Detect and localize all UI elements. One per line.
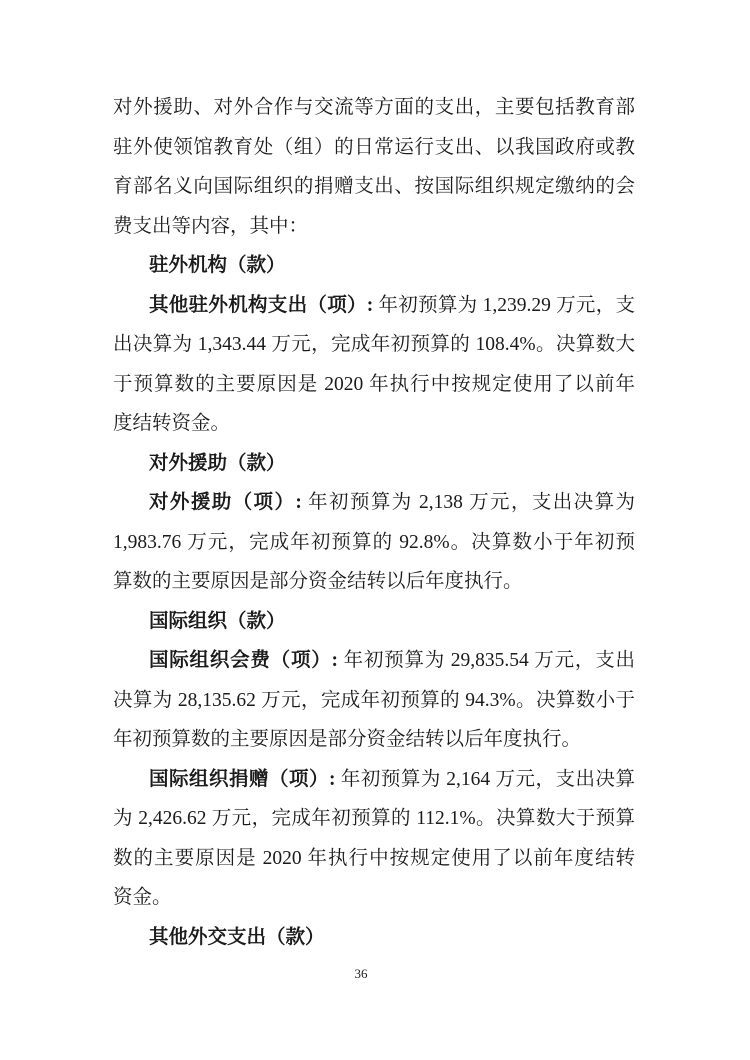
text-line — [113, 88, 635, 128]
text-line — [113, 839, 635, 879]
line-text: 年初预算数的主要原因是部分资金结转以后年度执行。 — [113, 729, 582, 750]
line-lead: 其他驻外机构支出（项）: — [149, 294, 379, 316]
text-line — [113, 878, 635, 918]
line-text: 于预算数的主要原因是 2020 年执行中按规定使用了以前年 — [113, 373, 635, 395]
section-heading — [113, 602, 635, 642]
line-text: 费支出等内容，其中： — [113, 215, 309, 237]
text-line — [113, 799, 635, 839]
line-text: 数的主要原因是 2020 年执行中按规定使用了以前年度结转 — [113, 847, 635, 869]
line-text: 年初预算为 2,138 万元，支出决算为 — [308, 492, 635, 513]
line-text: 年初预算为 1,239.29 万元，支 — [378, 294, 635, 316]
section-heading — [113, 918, 635, 958]
page-number: 36 — [354, 966, 368, 981]
text-line — [113, 641, 635, 681]
line-text: 为 2,426.62 万元，完成年初预算的 112.1%。决算数大于预算 — [113, 808, 635, 829]
text-line — [113, 128, 635, 168]
line-text: 决算为 28,135.62 万元，完成年初预算的 94.3%。决算数小于 — [113, 689, 635, 711]
line-text: 度结转资金。 — [113, 413, 231, 434]
section-heading — [113, 444, 635, 484]
line-text: 年初预算为 2,164 万元，支出决算 — [340, 768, 635, 790]
text-line — [113, 760, 635, 800]
line-text: 资金。 — [113, 887, 172, 908]
line-lead: 对外援助（项）: — [149, 492, 309, 513]
heading-text: 对外援助（款） — [149, 452, 286, 474]
text-line — [113, 483, 635, 523]
heading-text: 国际组织（款） — [149, 610, 286, 632]
text-line — [113, 523, 635, 563]
line-text: 1,983.76 万元，完成年初预算的 92.8%。决算数小于年初预 — [113, 531, 635, 553]
text-line — [113, 167, 635, 207]
line-text: 年初预算为 29,835.54 万元，支出 — [343, 650, 635, 671]
line-lead: 国际组织捐赠（项）: — [149, 768, 341, 790]
text-line — [113, 286, 635, 326]
text-line — [113, 365, 635, 405]
section-heading — [113, 246, 635, 286]
text-line — [113, 325, 635, 365]
text-line — [113, 562, 635, 602]
text-line — [113, 681, 635, 721]
text-line — [113, 720, 635, 760]
line-text: 算数的主要原因是部分资金结转以后年度执行。 — [113, 571, 523, 592]
line-text: 驻外使领馆教育处（组）的日常运行支出、以我国政府或教 — [113, 136, 635, 158]
heading-text: 其他外交支出（款） — [149, 926, 325, 948]
line-lead: 国际组织会费（项）: — [149, 650, 344, 671]
line-text: 育部名义向国际组织的捐赠支出、按国际组织规定缴纳的会 — [113, 176, 635, 197]
heading-text: 驻外机构（款） — [149, 255, 286, 276]
text-line — [113, 207, 635, 247]
page-body-text — [113, 88, 635, 957]
text-line — [113, 404, 635, 444]
line-text: 对外援助、对外合作与交流等方面的支出，主要包括教育部 — [113, 97, 635, 118]
line-text: 出决算为 1,343.44 万元，完成年初预算的 108.4%。决算数大 — [113, 334, 635, 355]
